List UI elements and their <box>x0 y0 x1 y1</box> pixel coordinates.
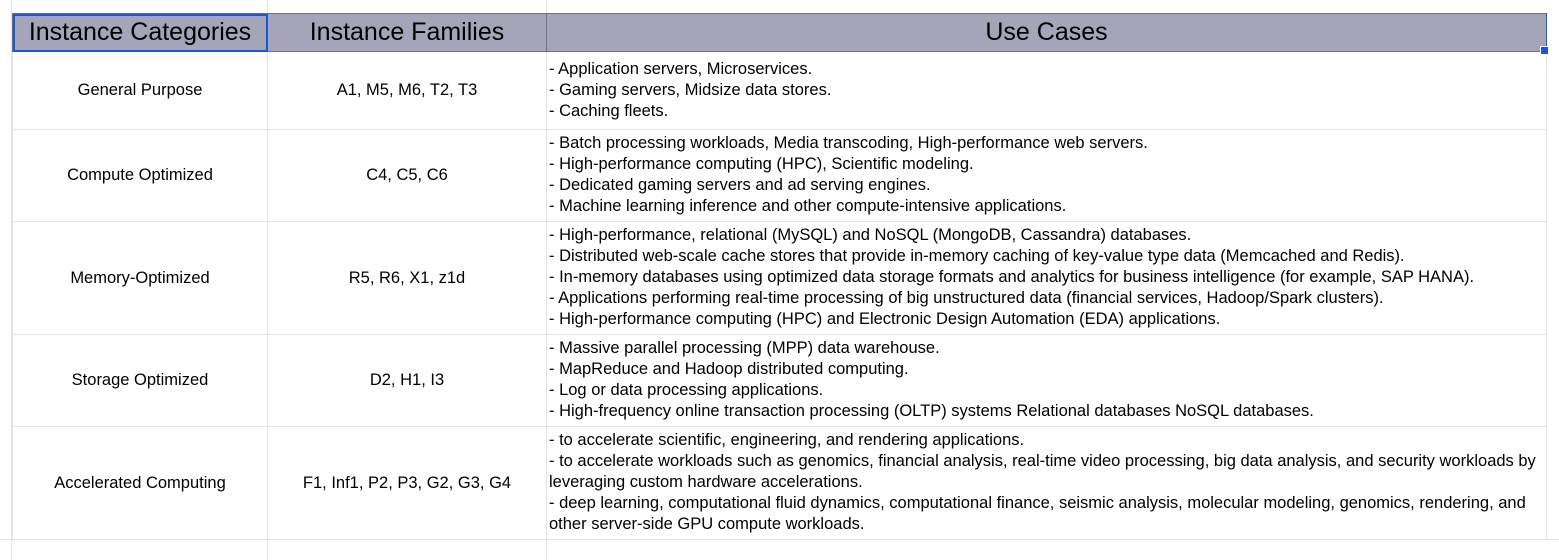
use-case-line: - to accelerate workloads such as genomics, financial analysis, real-time video processing, big data analysis, and security workloads by leveraging custom hardware accelerations. <box>549 452 1536 491</box>
families-cell[interactable]: R5, R6, X1, z1d <box>268 222 547 335</box>
use-cases-cell[interactable] <box>547 52 1547 130</box>
use-case-line: - High-performance computing (HPC), Scientific modeling. <box>549 155 974 173</box>
category-cell[interactable]: Memory-Optimized <box>13 222 268 335</box>
use-case-line: - Log or data processing applications. <box>549 381 824 399</box>
families-cell[interactable]: D2, H1, I3 <box>268 335 547 427</box>
use-case-line: - Batch processing workloads, Media transcoding, High-performance web servers. <box>549 134 1148 152</box>
families-cell[interactable]: C4, C5, C6 <box>268 130 547 222</box>
header-cell-use-cases[interactable]: Use Cases <box>547 14 1547 52</box>
table-row <box>13 427 1547 540</box>
table-row <box>13 335 1547 427</box>
use-cases-cell[interactable] <box>547 427 1547 540</box>
category-cell[interactable]: Storage Optimized <box>13 335 268 427</box>
families-cell[interactable]: F1, Inf1, P2, P3, G2, G3, G4 <box>268 427 547 540</box>
use-cases-cell[interactable] <box>547 222 1547 335</box>
use-case-line: - deep learning, computational fluid dynamics, computational finance, seismic analysis, molecular modeling, genomics, rendering, and other server-side GPU compute workloads. <box>549 494 1526 533</box>
use-case-line: - Distributed web-scale cache stores that provide in-memory caching of key-value type data (Memcached and Redis). <box>549 247 1405 265</box>
use-case-line: - to accelerate scientific, engineering, and rendering applications. <box>549 431 1025 449</box>
use-cases-cell[interactable] <box>547 335 1547 427</box>
use-case-line: - Massive parallel processing (MPP) data warehouse. <box>549 339 940 357</box>
families-cell[interactable]: A1, M5, M6, T2, T3 <box>268 52 547 130</box>
use-case-line: - Application servers, Microservices. <box>549 59 813 78</box>
table-row <box>13 130 1547 222</box>
use-cases-cell[interactable] <box>547 130 1547 222</box>
use-case-line: - High-frequency online transaction processing (OLTP) systems Relational databases NoSQL databases. <box>549 402 1314 420</box>
table-row <box>13 222 1547 335</box>
category-cell[interactable]: Accelerated Computing <box>13 427 268 540</box>
instance-table <box>12 13 1547 540</box>
header-row <box>13 14 1547 52</box>
category-cell[interactable]: Compute Optimized <box>13 130 268 222</box>
use-case-line: - MapReduce and Hadoop distributed computing. <box>549 360 909 378</box>
use-case-line: - Machine learning inference and other compute-intensive applications. <box>549 197 1067 215</box>
use-case-line: - Dedicated gaming servers and ad serving engines. <box>549 176 931 194</box>
table-row <box>13 52 1547 130</box>
use-case-line: - Caching fleets. <box>549 101 669 120</box>
category-cell[interactable]: General Purpose <box>13 52 268 130</box>
use-case-line: - Gaming servers, Midsize data stores. <box>549 80 832 99</box>
use-case-line: - Applications performing real-time processing of big unstructured data (financial services, Hadoop/Spark clusters). <box>549 289 1384 307</box>
selection-fill-handle[interactable] <box>1540 46 1549 55</box>
header-cell-instance-families[interactable]: Instance Families <box>268 14 547 52</box>
use-case-line: - High-performance, relational (MySQL) and NoSQL (MongoDB, Cassandra) databases. <box>549 226 1192 244</box>
header-cell-instance-categories[interactable]: Instance Categories <box>13 14 268 52</box>
use-case-line: - In-memory databases using optimized data storage formats and analytics for business intelligence (for example, SAP HANA). <box>549 268 1475 286</box>
use-case-line: - High-performance computing (HPC) and Electronic Design Automation (EDA) applications. <box>549 310 1221 328</box>
